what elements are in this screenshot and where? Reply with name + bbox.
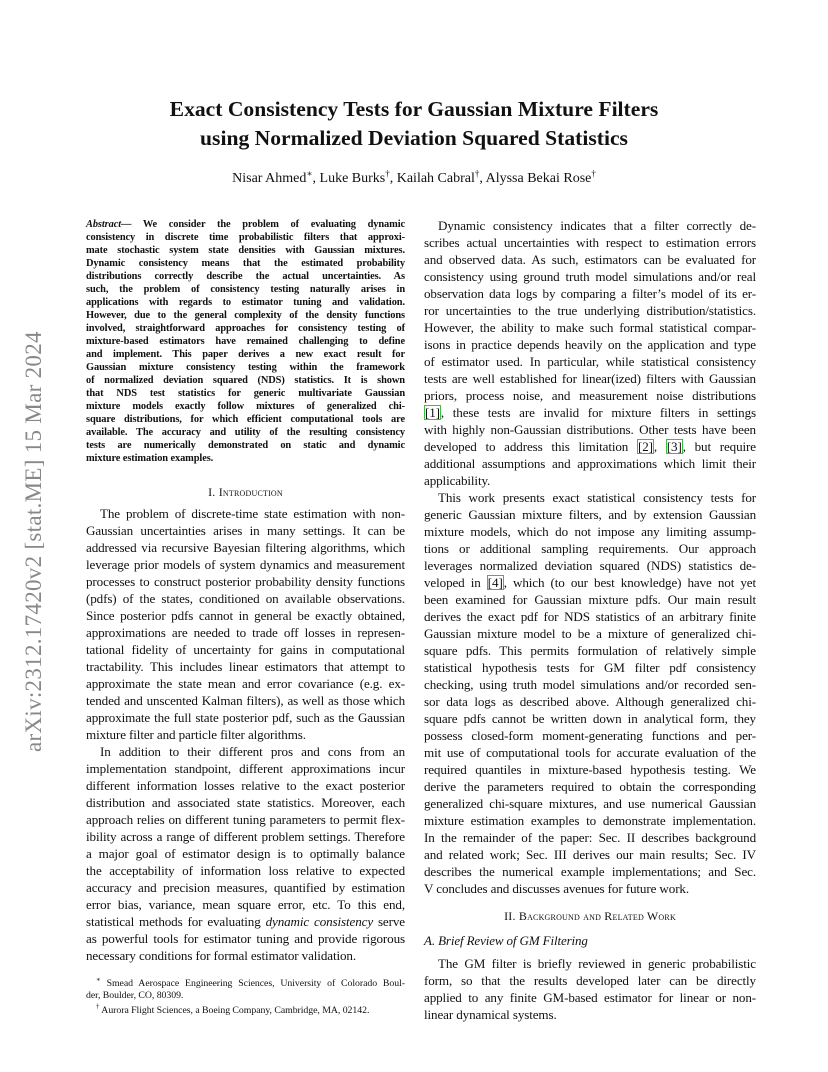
body-line: mit use of computational tools for accurate evaluation of the bbox=[424, 745, 756, 760]
body-line: ibility across a range of different problem settings. Therefore bbox=[86, 829, 405, 844]
abstract-line: and implement. This paper derives a new exact result for bbox=[86, 349, 405, 360]
abstract-line: such, the problem of consistency testing naturally arises in bbox=[86, 284, 405, 295]
body-line: necessary conditions for formal estimator validation. bbox=[86, 948, 356, 963]
body-line: mixture estimation examples to demonstrate implementation. bbox=[424, 813, 756, 828]
abstract-line: distributions correctly describe the actual uncertainties. As bbox=[86, 271, 405, 282]
abstract-line: mate stochastic system state densities with Gaussian mixtures. bbox=[86, 245, 405, 256]
body-line: The GM filter is briefly reviewed in generic probabilistic bbox=[438, 956, 756, 971]
body-line: [1], these tests are invalid for mixture filters in settings bbox=[425, 405, 756, 420]
body-line: the acceptability of information loss relative to expected bbox=[86, 863, 405, 878]
body-line: The problem of discrete-time state estimation with non- bbox=[100, 506, 405, 521]
body-line: Gaussian uncertainties arises in many settings. It can be bbox=[86, 523, 405, 538]
abstract-line: consistency in discrete time probabilistic filters that approxi- bbox=[86, 232, 405, 243]
section-heading-background: II. Background and Related Work bbox=[504, 909, 676, 923]
body-line: error bias, variance, mean square error, etc. To this end, bbox=[86, 897, 405, 912]
abstract-line: that NDS test statistics for generic multivariate Gaussian bbox=[86, 388, 405, 399]
body-line: accuracy and precision measures, quantified by estimation bbox=[86, 880, 405, 895]
body-line: form, so that the results developed later can be directly bbox=[424, 973, 756, 988]
author-separator: , bbox=[312, 171, 320, 186]
paper-title-line-2: using Normalized Deviation Squared Statistics bbox=[200, 126, 628, 150]
body-line: Since posterior pdfs cannot in general be exactly obtained, bbox=[86, 608, 405, 623]
body-line: Dynamic consistency indicates that a filter correctly de- bbox=[438, 218, 756, 233]
body-line: implementation standpoint, different approximations incur bbox=[86, 761, 405, 776]
body-line: tests are well established for linear(ized) filters with Gaussian bbox=[424, 371, 756, 386]
body-line: as powerful tools for estimator tuning and provide rigorous bbox=[86, 931, 405, 946]
body-line: tational fidelity of uncertainty for gains in computational bbox=[86, 642, 405, 657]
abstract-line: Gaussian mixture consistency testing within the framework bbox=[86, 362, 405, 373]
body-line: consistency using ground truth model simulations and/or real bbox=[424, 269, 756, 284]
abstract-line: mixture estimation examples. bbox=[86, 453, 214, 464]
body-line: approximate the full state posterior pdf, such as the Gaussian bbox=[86, 710, 405, 725]
abstract-line: available. The accuracy and utility of the resulting consistency bbox=[86, 427, 405, 438]
abstract-dash: — bbox=[121, 219, 143, 230]
abstract-line: involved, straightforward approaches for consistency testing of bbox=[86, 323, 405, 334]
body-line: V concludes and discusses avenues for future work. bbox=[424, 881, 690, 896]
abstract-line: However, due to the general complexity of the density functions bbox=[86, 310, 405, 321]
body-line: approximations are needed to trade off losses in represen- bbox=[86, 625, 405, 640]
paper-title bbox=[80, 95, 748, 153]
body-line: mixture filter and particle filter algorithms. bbox=[86, 727, 306, 742]
author-name: Luke Burks bbox=[319, 171, 386, 186]
body-line: statistical hypothesis tests for GM filter pdf consistency bbox=[424, 660, 756, 675]
body-line: sor data logs as described above. Although generalized chi- bbox=[424, 694, 756, 709]
footnote-mark: † bbox=[96, 1002, 100, 1011]
abstract-line: applications with regards to estimator tuning and validation. bbox=[86, 297, 405, 308]
abstract-line: tests are numerically demonstrated on static and dynamic bbox=[86, 440, 405, 451]
body-line: applicability. bbox=[424, 473, 491, 488]
citation-link[interactable]: [3] bbox=[666, 439, 682, 454]
body-line: Gaussian mixture model to be a mixture of generalized chi- bbox=[424, 626, 756, 641]
affiliation-mark: † bbox=[591, 168, 596, 179]
emphasized-term: dynamic consistency bbox=[265, 914, 374, 929]
body-line: square pdfs cannot be written down in analytical form, they bbox=[424, 711, 756, 726]
abstract-line: mixture-based estimators have remained challenging to define bbox=[86, 336, 405, 347]
body-line: been examined for Gaussian mixture pdfs. Our main result bbox=[424, 592, 756, 607]
body-line: developed to address this limitation [2], [3], but require bbox=[424, 439, 756, 454]
subsection-heading: A. Brief Review of GM Filtering bbox=[424, 933, 588, 948]
body-line: derives the exact pdf for NDS statistics of an arbitrary finite bbox=[424, 609, 756, 624]
citation-link[interactable]: [1] bbox=[425, 405, 440, 420]
body-line: statistical methods for evaluating dynamic consistency serve bbox=[86, 914, 405, 929]
body-line: derive the parameters required to obtain the corresponding bbox=[424, 779, 756, 794]
body-line: generalized chi-square mixtures, and use numerical Gaussian bbox=[424, 796, 756, 811]
body-line: observation data logs by comparing a filter’s model of its er- bbox=[424, 286, 756, 301]
body-line: applied to any finite GM-based estimator for linear or non- bbox=[424, 990, 756, 1005]
body-line: In the remainder of the paper: Sec. II describes background bbox=[424, 830, 756, 845]
paper-title-line-1: Exact Consistency Tests for Gaussian Mixture Filters bbox=[169, 97, 659, 121]
body-line: checking, using truth model simulations and/or recorded sen- bbox=[424, 677, 756, 692]
body-line: processes to construct posterior probability density functions bbox=[86, 574, 405, 589]
body-line: isons in practice depends heavily on the application and type bbox=[424, 337, 756, 352]
author-separator: , bbox=[389, 171, 397, 186]
affiliation-mark: † bbox=[474, 168, 480, 179]
author-name: Kailah Cabral bbox=[396, 171, 475, 186]
author-list bbox=[80, 168, 748, 187]
abstract-line: of normalized deviation squared (NDS) statistics. It is shown bbox=[86, 375, 405, 386]
body-line: square pdfs. This permits formulation of relatively simple bbox=[424, 643, 756, 658]
body-line: mixture models, which do not impose any limiting assump- bbox=[424, 524, 756, 539]
body-line: with highly non-Gaussian distributions. Other tests have been bbox=[424, 422, 756, 437]
body-line: approach relies on different tuning parameters to permit flex- bbox=[86, 812, 405, 827]
arxiv-identifier-stamp: arXiv:2312.17420v2 [stat.ME] 15 Mar 2024 bbox=[21, 331, 46, 752]
body-line: leverage prior models of system dynamics and measurement bbox=[86, 557, 405, 572]
body-line: ror uncertainties to the true underlying distribution/statistics. bbox=[424, 303, 756, 318]
body-line: leverages normalized deviation squared (NDS) statistics de- bbox=[424, 558, 756, 573]
body-line: tractability. This includes linear estimators that attempt to bbox=[86, 659, 405, 674]
body-line: additional assumptions and approximations which limit their bbox=[424, 456, 756, 471]
body-line: and related work; Sec. III derives our main results; Sec. IV bbox=[424, 847, 756, 862]
body-line: scribes actual uncertainties with respect to estimation errors bbox=[424, 235, 756, 250]
citation-link[interactable]: [2] bbox=[637, 439, 653, 454]
body-line: tions or additional sampling requirements. Our approach bbox=[424, 541, 756, 556]
body-line: tended and unscented Kalman filters), as well as those which bbox=[86, 693, 405, 708]
abstract-line: Dynamic consistency means that the estimated probability bbox=[86, 258, 405, 269]
body-line: a major goal of estimator design is to optimally balance bbox=[86, 846, 405, 861]
abstract-line: Abstract— We consider the problem of evaluating dynamic bbox=[86, 219, 405, 230]
abstract-line: square distributions, for which efficient computational tools are bbox=[86, 414, 405, 425]
section-heading-introduction: I. Introduction bbox=[208, 485, 283, 499]
body-line: generic Gaussian mixture filters, and by extension Gaussian bbox=[424, 507, 756, 522]
footnote-mark: ∗ bbox=[96, 975, 101, 984]
body-line: different information losses relative to the exact posterior bbox=[86, 778, 405, 793]
author-separator: , bbox=[479, 171, 486, 186]
author-name: Nisar Ahmed bbox=[232, 171, 307, 186]
body-line: and observed data. As such, estimators can be evaluated for bbox=[424, 252, 756, 267]
body-line: distribution and associated state statistics. Moreover, each bbox=[86, 795, 405, 810]
body-line: priors, process noise, and measurement noise distributions bbox=[424, 388, 756, 403]
body-line: In addition to their different pros and cons from an bbox=[100, 744, 405, 759]
body-line: However, the ability to make such formal statistical compar- bbox=[424, 320, 756, 335]
footnote-line: ∗ Smead Aerospace Engineering Sciences, University of Colorado Boul- bbox=[96, 975, 405, 989]
affiliation-mark: † bbox=[385, 168, 390, 179]
citation-link[interactable]: [4] bbox=[487, 575, 503, 590]
footnote-line: der, Boulder, CO, 80309. bbox=[86, 990, 184, 1001]
body-line: approximate the state mean and error covariance (e.g. ex- bbox=[86, 676, 405, 691]
abstract-line: mixture models exactly follow mixtures of generalized chi- bbox=[86, 401, 405, 412]
affiliation-mark: ∗ bbox=[306, 168, 313, 179]
body-line: linear dynamical systems. bbox=[424, 1007, 557, 1022]
body-line: veloped in [4], which (to our best knowledge) have not yet bbox=[424, 575, 756, 590]
body-line: of estimator used. In particular, while statistical consistency bbox=[424, 354, 756, 369]
body-line: addressed via recursive Bayesian filtering algorithms, which bbox=[86, 540, 405, 555]
footnote-line: † Aurora Flight Sciences, a Boeing Company, Cambridge, MA, 02142. bbox=[96, 1002, 370, 1016]
abstract-label: Abstract bbox=[86, 219, 121, 230]
body-line: (pdfs) of the states, conditioned on available observations. bbox=[86, 591, 405, 606]
author-name: Alyssa Bekai Rose bbox=[485, 171, 592, 186]
body-line: possess closed-form moment-generating functions and per- bbox=[424, 728, 756, 743]
body-line: describes the numerical example implementations; and Sec. bbox=[424, 864, 756, 879]
body-line: This work presents exact statistical consistency tests for bbox=[438, 490, 756, 505]
body-line: required quantiles in mixture-based hypothesis testing. We bbox=[424, 762, 756, 777]
